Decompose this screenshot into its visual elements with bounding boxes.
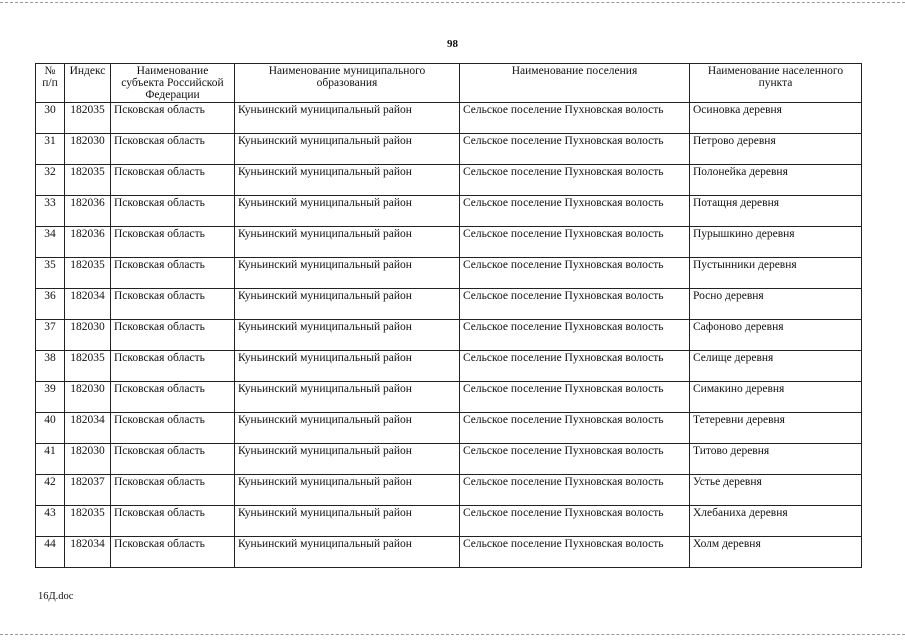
cell-settlement: Сельское поселение Пухновская волость: [460, 103, 690, 134]
cell-locality: Петрово деревня: [690, 134, 862, 165]
cell-subject: Псковская область: [111, 320, 235, 351]
table-row: [36, 289, 862, 320]
header-num: № п/п: [36, 64, 65, 103]
cell-municipal: Куньинский муниципальный район: [235, 227, 460, 258]
cell-locality: Полонейка деревня: [690, 165, 862, 196]
cell-municipal: Куньинский муниципальный район: [235, 320, 460, 351]
cell-subject: Псковская область: [111, 103, 235, 134]
cell-locality: Росно деревня: [690, 289, 862, 320]
cell-settlement: Сельское поселение Пухновская волость: [460, 289, 690, 320]
table-row: [36, 351, 862, 382]
cell-index: 182034: [65, 537, 111, 568]
cell-locality: Симакино деревня: [690, 382, 862, 413]
cell-municipal: Куньинский муниципальный район: [235, 382, 460, 413]
cell-municipal: Куньинский муниципальный район: [235, 444, 460, 475]
header-index: Индекс: [65, 64, 111, 103]
cell-num: 37: [36, 320, 65, 351]
cell-municipal: Куньинский муниципальный район: [235, 134, 460, 165]
cell-locality: Селище деревня: [690, 351, 862, 382]
cell-settlement: Сельское поселение Пухновская волость: [460, 165, 690, 196]
cell-municipal: Куньинский муниципальный район: [235, 413, 460, 444]
cell-settlement: Сельское поселение Пухновская волость: [460, 506, 690, 537]
cell-settlement: Сельское поселение Пухновская волость: [460, 537, 690, 568]
cell-subject: Псковская область: [111, 258, 235, 289]
table-row: [36, 444, 862, 475]
cell-locality: Потащня деревня: [690, 196, 862, 227]
cell-settlement: Сельское поселение Пухновская волость: [460, 351, 690, 382]
cell-locality: Хлебаниха деревня: [690, 506, 862, 537]
cell-num: 30: [36, 103, 65, 134]
cell-settlement: Сельское поселение Пухновская волость: [460, 227, 690, 258]
header-municipal: Наименование муниципального образования: [235, 64, 460, 103]
cell-locality: Пустынники деревня: [690, 258, 862, 289]
scan-edge-bottom: [0, 634, 905, 635]
cell-index: 182035: [65, 103, 111, 134]
table-row: [36, 227, 862, 258]
cell-locality: Устье деревня: [690, 475, 862, 506]
cell-num: 33: [36, 196, 65, 227]
table-row: [36, 382, 862, 413]
cell-subject: Псковская область: [111, 444, 235, 475]
cell-num: 43: [36, 506, 65, 537]
table-row: [36, 413, 862, 444]
cell-index: 182030: [65, 444, 111, 475]
cell-settlement: Сельское поселение Пухновская волость: [460, 382, 690, 413]
cell-index: 182035: [65, 506, 111, 537]
cell-subject: Псковская область: [111, 537, 235, 568]
cell-subject: Псковская область: [111, 475, 235, 506]
cell-settlement: Сельское поселение Пухновская волость: [460, 320, 690, 351]
cell-num: 36: [36, 289, 65, 320]
header-locality: Наименование населенного пункта: [690, 64, 862, 103]
cell-num: 39: [36, 382, 65, 413]
cell-index: 182030: [65, 134, 111, 165]
cell-subject: Псковская область: [111, 351, 235, 382]
cell-municipal: Куньинский муниципальный район: [235, 165, 460, 196]
cell-index: 182036: [65, 196, 111, 227]
header-row: [36, 64, 862, 103]
cell-settlement: Сельское поселение Пухновская волость: [460, 134, 690, 165]
cell-subject: Псковская область: [111, 227, 235, 258]
cell-num: 31: [36, 134, 65, 165]
cell-settlement: Сельское поселение Пухновская волость: [460, 413, 690, 444]
cell-num: 40: [36, 413, 65, 444]
table-row: [36, 103, 862, 134]
cell-municipal: Куньинский муниципальный район: [235, 258, 460, 289]
page-number: 98: [447, 38, 458, 50]
locality-registry-table: [35, 63, 862, 568]
cell-num: 44: [36, 537, 65, 568]
cell-settlement: Сельское поселение Пухновская волость: [460, 444, 690, 475]
table-row: [36, 475, 862, 506]
cell-index: 182035: [65, 165, 111, 196]
cell-municipal: Куньинский муниципальный район: [235, 475, 460, 506]
cell-index: 182034: [65, 413, 111, 444]
header-subject: Наименование субъекта Российской Федерации: [111, 64, 235, 103]
table-row: [36, 320, 862, 351]
table-row: [36, 165, 862, 196]
cell-settlement: Сельское поселение Пухновская волость: [460, 196, 690, 227]
cell-settlement: Сельское поселение Пухновская волость: [460, 258, 690, 289]
cell-num: 32: [36, 165, 65, 196]
cell-subject: Псковская область: [111, 289, 235, 320]
table-body: [36, 103, 862, 568]
cell-municipal: Куньинский муниципальный район: [235, 506, 460, 537]
cell-subject: Псковская область: [111, 413, 235, 444]
cell-index: 182030: [65, 382, 111, 413]
cell-locality: Осиновка деревня: [690, 103, 862, 134]
cell-subject: Псковская область: [111, 506, 235, 537]
table-row: [36, 537, 862, 568]
cell-num: 34: [36, 227, 65, 258]
cell-municipal: Куньинский муниципальный район: [235, 196, 460, 227]
cell-num: 42: [36, 475, 65, 506]
cell-index: 182036: [65, 227, 111, 258]
cell-num: 35: [36, 258, 65, 289]
cell-municipal: Куньинский муниципальный район: [235, 351, 460, 382]
cell-subject: Псковская область: [111, 196, 235, 227]
cell-settlement: Сельское поселение Пухновская волость: [460, 475, 690, 506]
cell-index: 182037: [65, 475, 111, 506]
cell-index: 182035: [65, 258, 111, 289]
table-row: [36, 196, 862, 227]
table-row: [36, 506, 862, 537]
cell-municipal: Куньинский муниципальный район: [235, 537, 460, 568]
cell-num: 38: [36, 351, 65, 382]
cell-index: 182035: [65, 351, 111, 382]
cell-index: 182034: [65, 289, 111, 320]
header-settlement: Наименование поселения: [460, 64, 690, 103]
table-header: [36, 64, 862, 103]
cell-locality: Пурышкино деревня: [690, 227, 862, 258]
cell-num: 41: [36, 444, 65, 475]
cell-subject: Псковская область: [111, 382, 235, 413]
cell-index: 182030: [65, 320, 111, 351]
table-row: [36, 134, 862, 165]
cell-locality: Холм деревня: [690, 537, 862, 568]
cell-locality: Тетеревни деревня: [690, 413, 862, 444]
cell-subject: Псковская область: [111, 134, 235, 165]
scan-edge-top: [0, 2, 905, 3]
table-row: [36, 258, 862, 289]
cell-municipal: Куньинский муниципальный район: [235, 103, 460, 134]
file-name-footer: 16Д.doc: [38, 591, 74, 602]
cell-subject: Псковская область: [111, 165, 235, 196]
cell-locality: Сафоново деревня: [690, 320, 862, 351]
cell-locality: Титово деревня: [690, 444, 862, 475]
cell-municipal: Куньинский муниципальный район: [235, 289, 460, 320]
